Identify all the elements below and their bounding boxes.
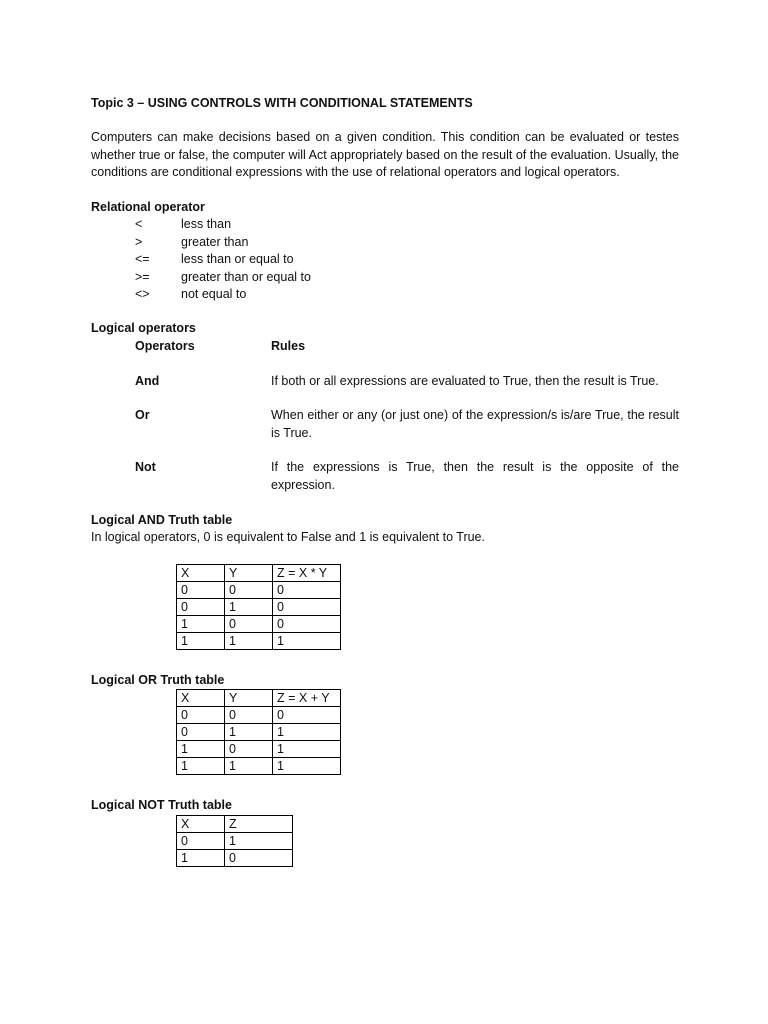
relational-meaning: greater than or equal to [181, 270, 311, 284]
logical-heading: Logical operators [91, 321, 196, 335]
rule-or: When either or any (or just one) of the expression/s is/are True, the result is True. [271, 408, 679, 440]
table-cell: 0 [225, 850, 293, 867]
table-cell: 1 [177, 850, 225, 867]
table-header-row [177, 690, 341, 707]
not-table-heading: Logical NOT Truth table [91, 798, 232, 812]
table-row [177, 724, 341, 741]
table-cell: 1 [273, 724, 341, 741]
table-cell: 1 [273, 741, 341, 758]
table-cell: 1 [177, 616, 225, 633]
table-cell: 1 [225, 833, 293, 850]
or-table-heading: Logical OR Truth table [91, 673, 225, 687]
table-cell: 0 [177, 599, 225, 616]
table-row [177, 616, 341, 633]
operators-column-header: Operators [135, 339, 195, 353]
table-cell: 0 [177, 707, 225, 724]
table-header-cell: Y [225, 565, 273, 582]
table-cell: 1 [177, 758, 225, 775]
table-cell: 0 [225, 707, 273, 724]
table-cell: 1 [273, 633, 341, 650]
table-row [177, 850, 293, 867]
table-header-row [177, 816, 293, 833]
table-header-cell: X [177, 565, 225, 582]
page-title: Topic 3 – USING CONTROLS WITH CONDITIONAL STATEMENTS [91, 96, 473, 110]
table-row [177, 707, 341, 724]
rule-not: If the expressions is True, then the result is the opposite of the expression. [271, 460, 679, 492]
table-cell: 0 [225, 616, 273, 633]
relational-symbol: >= [135, 270, 150, 284]
table-header-cell: X [177, 690, 225, 707]
table-cell: 0 [273, 707, 341, 724]
not-truth-table [176, 815, 293, 867]
table-cell: 1 [273, 758, 341, 775]
intro-paragraph: Computers can make decisions based on a given condition. This condition can be evaluated or testes whether true or false, the computer will Act appropriately based on the result of the evaluation. Usually, the conditions are conditional expressions with the use of relational operators and logical operators. [91, 130, 679, 179]
table-header-cell: Y [225, 690, 273, 707]
table-header-cell: Z [225, 816, 293, 833]
rules-column-header: Rules [271, 339, 306, 353]
table-row [177, 599, 341, 616]
relational-meaning: less than [181, 217, 232, 231]
and-truth-table [176, 564, 341, 650]
table-header-row [177, 565, 341, 582]
relational-symbol: <= [135, 252, 150, 266]
operator-or: Or [135, 408, 150, 422]
table-cell: 0 [177, 724, 225, 741]
table-cell: 1 [225, 724, 273, 741]
table-cell: 0 [177, 582, 225, 599]
rule-and: If both or all expressions are evaluated to True, then the result is True. [271, 374, 659, 388]
table-cell: 0 [225, 741, 273, 758]
table-cell: 1 [177, 633, 225, 650]
operator-and: And [135, 374, 160, 388]
table-cell: 0 [177, 833, 225, 850]
table-cell: 0 [273, 616, 341, 633]
table-cell: 1 [177, 741, 225, 758]
relational-meaning: less than or equal to [181, 252, 294, 266]
relational-meaning: greater than [181, 235, 249, 249]
table-row [177, 758, 341, 775]
table-cell: 0 [225, 582, 273, 599]
table-row [177, 741, 341, 758]
and-table-heading: Logical AND Truth table [91, 513, 233, 527]
table-row [177, 582, 341, 599]
and-table-note: In logical operators, 0 is equivalent to False and 1 is equivalent to True. [91, 530, 485, 544]
or-truth-table [176, 689, 341, 775]
relational-symbol: < [135, 217, 143, 231]
table-header-cell: Z = X + Y [273, 690, 341, 707]
table-row [177, 633, 341, 650]
table-cell: 1 [225, 599, 273, 616]
operator-not: Not [135, 460, 156, 474]
relational-symbol: > [135, 235, 143, 249]
table-header-cell: Z = X * Y [273, 565, 341, 582]
table-cell: 1 [225, 633, 273, 650]
table-cell: 1 [225, 758, 273, 775]
table-row [177, 833, 293, 850]
table-cell: 0 [273, 599, 341, 616]
table-cell: 0 [273, 582, 341, 599]
relational-heading: Relational operator [91, 200, 205, 214]
table-header-cell: X [177, 816, 225, 833]
relational-symbol: <> [135, 287, 150, 301]
relational-meaning: not equal to [181, 287, 247, 301]
